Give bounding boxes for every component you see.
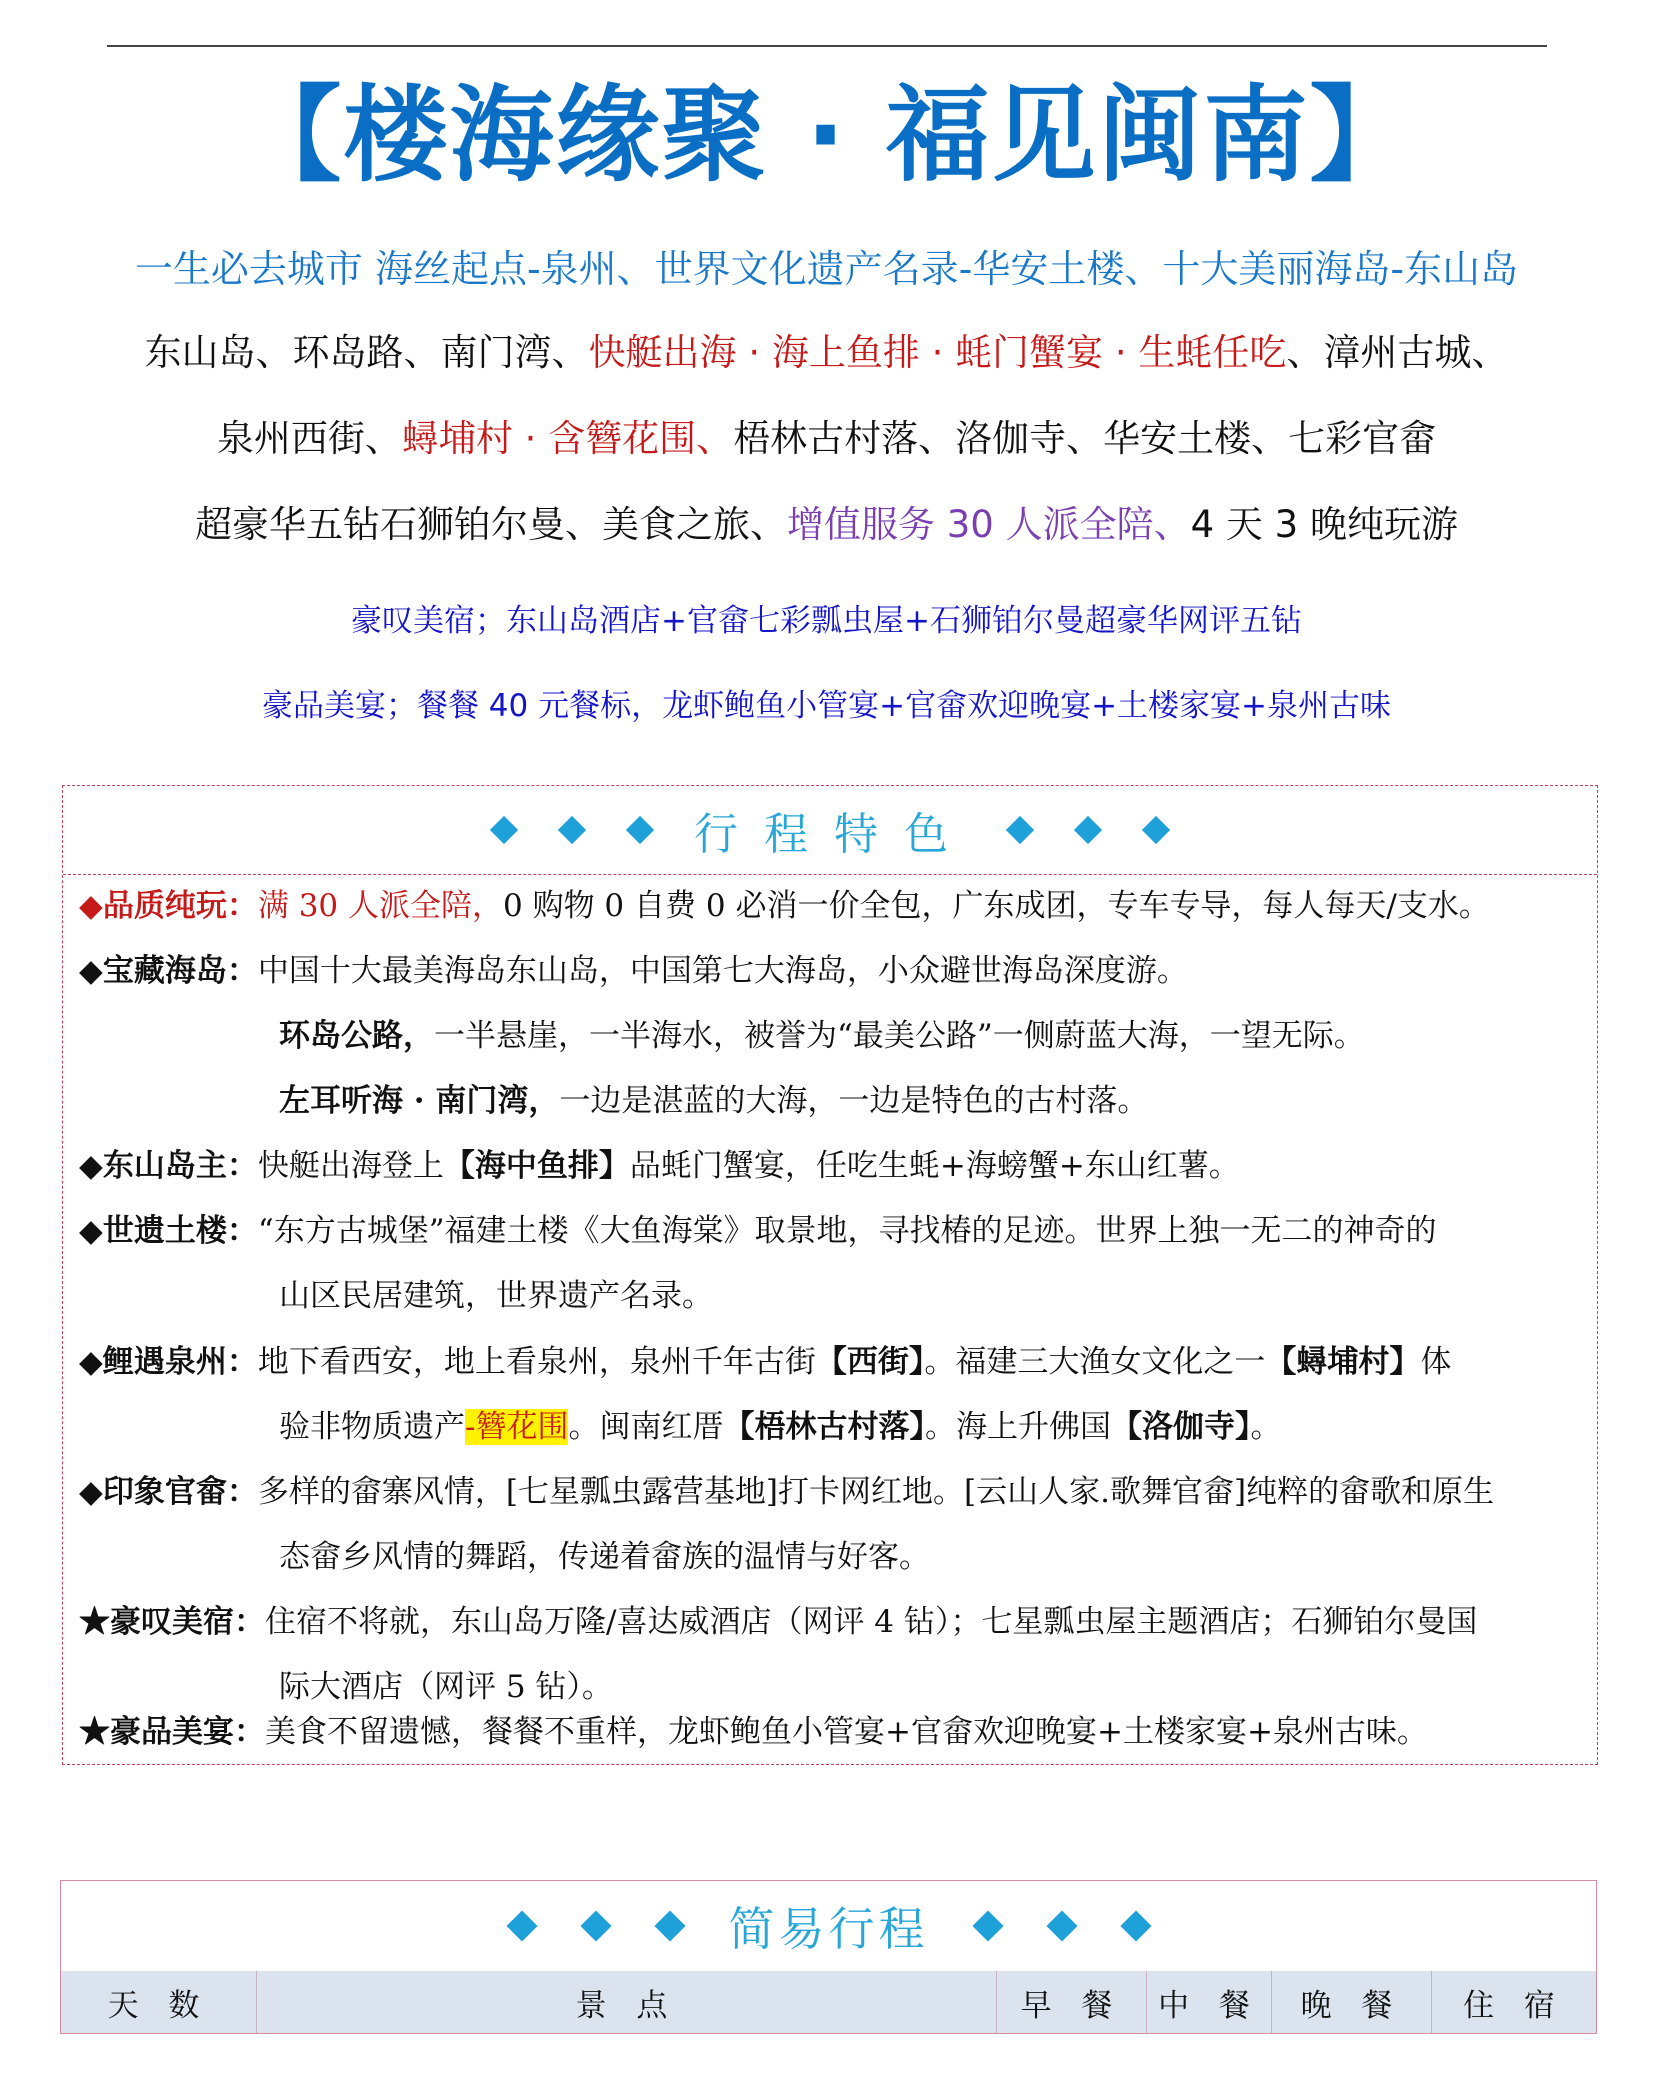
diamond-icon (626, 816, 654, 844)
feature-text: 地下看西安，地上看泉州，泉州千年古街 (257, 1344, 816, 1380)
diamond-icon (654, 1910, 685, 1941)
feature-text: 。福建三大渔女文化之一 (924, 1344, 1266, 1380)
highlighted-text: -簪花围 (465, 1409, 569, 1445)
feature-text: 。 (1250, 1409, 1282, 1445)
feature-bold-text: 【蟳埔村】 (1265, 1344, 1421, 1380)
feature-island (79, 951, 1188, 991)
diamond-icon (490, 816, 518, 844)
feature-tulou (79, 1211, 1437, 1251)
highlight-text: 、漳州古城、 (1286, 331, 1509, 374)
diamond-icon (558, 816, 586, 844)
feature-label: ◆鲤遇泉州： (79, 1344, 258, 1380)
column-header-spots: 景 点 (257, 1971, 997, 2033)
feature-stay-cont: 际大酒店（网评 5 钻）。 (279, 1669, 613, 1705)
diamond-icon (1120, 1910, 1151, 1941)
features-header (63, 786, 1597, 875)
column-header-lunch: 中 餐 (1147, 1971, 1272, 2033)
diamond-icon (1074, 816, 1102, 844)
feature-text: 美食不留遗憾，餐餐不重样，龙虾鲍鱼小管宴+官畲欢迎晚宴+土楼家宴+泉州古味。 (265, 1714, 1428, 1750)
page-title: 【楼海缘聚 · 福见闽南】 (237, 74, 1416, 196)
feature-bold-text: 【洛伽寺】 (1110, 1409, 1251, 1445)
feature-text: 快艇出海登上 (257, 1148, 444, 1184)
highlight-red-text: 蟳埔村 · 含簪花围、 (401, 417, 734, 460)
feature-label: ★豪品美宴： (79, 1714, 265, 1750)
feature-guanshe (79, 1472, 1494, 1512)
highlight-purple-text: 增值服务 30 人派全陪、 (787, 503, 1191, 546)
diamond-icon (972, 1910, 1003, 1941)
feature-label: ◆东山岛主： (79, 1148, 258, 1184)
feature-label: ★豪叹美宿： (79, 1604, 265, 1640)
highlight-text: 泉州西街、 (216, 417, 402, 460)
itinerary-title: 简易行程 (728, 1902, 929, 1956)
column-header-days: 天 数 (61, 1971, 257, 2033)
feature-red-text: 满 30 人派全陪， (257, 888, 503, 924)
highlight-line-2 (0, 414, 1653, 464)
feature-text: 一边是湛蓝的大海，一边是特色的古村落。 (559, 1083, 1149, 1119)
diamond-icon (580, 1910, 611, 1941)
feature-label: ◆宝藏海岛： (79, 953, 258, 989)
feature-lord (79, 1146, 1240, 1186)
feature-text: 0 购物 0 自费 0 必消一价全包，广东成团，专车专导，每人每天/支水。 (503, 888, 1490, 924)
feature-label: ◆品质纯玩： (79, 888, 258, 924)
feature-text: “东方古城堡”福建土楼《大鱼海棠》取景地，寻找椿的足迹。世界上独一无二的神奇的 (257, 1213, 1437, 1249)
hotel-summary: 豪叹美宿；东山岛酒店+官畲七彩瓢虫屋+石狮铂尔曼超豪华网评五钻 (351, 603, 1302, 639)
feature-island-road (279, 1016, 1365, 1056)
feature-text: 多样的畲寨风情，[七星瓢虫露营基地]打卡网红地。[云山人家.歌舞官畲]纯粹的畲歌和原生 (257, 1474, 1495, 1510)
features-section (62, 785, 1598, 1765)
feature-bold-text: 左耳听海 · 南门湾， (279, 1083, 560, 1119)
highlight-line-3 (0, 500, 1653, 550)
feature-quality (79, 886, 1490, 926)
feature-text: 住宿不将就，东山岛万隆/喜达威酒店（网评 4 钻）；七星瓢虫屋主题酒店；石狮铂尔曼国 (265, 1604, 1478, 1640)
itinerary-table-header (61, 1971, 1596, 2033)
diamond-icon (506, 1910, 537, 1941)
feature-text: 品蚝门蟹宴，任吃生蚝+海螃蟹+东山红薯。 (629, 1148, 1240, 1184)
feature-bold-text: 【西街】 (815, 1344, 925, 1380)
highlight-line-1 (0, 328, 1653, 378)
highlight-text: 4 天 3 晚纯玩游 (1190, 503, 1458, 546)
feature-quanzhou (79, 1342, 1451, 1382)
feature-text: 。海上升佛国 (924, 1409, 1111, 1445)
diamond-icon (1006, 816, 1034, 844)
feature-feast (79, 1712, 1428, 1752)
column-header-dinner: 晚 餐 (1272, 1971, 1432, 2033)
diamond-icon (1046, 1910, 1077, 1941)
feature-label: ◆印象官畲： (79, 1474, 258, 1510)
features-title: 行程特色 (694, 809, 974, 860)
food-summary: 豪品美宴；餐餐 40 元餐标，龙虾鲍鱼小管宴+官畲欢迎晚宴+土楼家宴+泉州古味 (261, 688, 1392, 724)
highlight-text: 超豪华五钻石狮铂尔曼、美食之旅、 (195, 503, 787, 546)
highlight-text: 梧林古村落、洛伽寺、华安土楼、七彩官畲 (733, 417, 1437, 460)
feature-quanzhou-cont (279, 1407, 1281, 1447)
feature-bold-text: 【梧林古村落】 (723, 1409, 925, 1445)
feature-tulou-cont: 山区民居建筑，世界遗产名录。 (279, 1278, 713, 1314)
itinerary-header (61, 1881, 1596, 1972)
column-header-breakfast: 早 餐 (997, 1971, 1147, 2033)
feature-guanshe-cont: 态畲乡风情的舞蹈，传递着畲族的温情与好客。 (279, 1539, 930, 1575)
top-rule (107, 45, 1547, 47)
highlight-text: 东山岛、环岛路、南门湾、 (144, 331, 589, 374)
feature-label: ◆世遗土楼： (79, 1213, 258, 1249)
diamond-icon (1142, 816, 1170, 844)
feature-text: 验非物质遗产 (279, 1409, 465, 1445)
feature-text: 。闽南红厝 (568, 1409, 724, 1445)
feature-bold-text: 【海中鱼排】 (443, 1148, 630, 1184)
feature-text: 体 (1420, 1344, 1452, 1380)
column-header-hotel: 住 宿 (1463, 1987, 1565, 2024)
itinerary-section (60, 1880, 1597, 2034)
highlight-red-text: 快艇出海 · 海上鱼排 · 蚝门蟹宴 · 生蚝任吃 (588, 331, 1287, 374)
subtitle: 一生必去城市 海丝起点-泉州、世界文化遗产名录-华安土楼、十大美丽海岛-东山岛 (134, 247, 1519, 291)
feature-bold-text: 环岛公路， (279, 1018, 434, 1054)
feature-text: 一半悬崖，一半海水，被誉为“最美公路”一侧蔚蓝大海，一望无际。 (434, 1018, 1365, 1054)
feature-stay (79, 1602, 1477, 1642)
feature-text: 中国十大最美海岛东山岛，中国第七大海岛，小众避世海岛深度游。 (257, 953, 1188, 989)
feature-island-bay (279, 1081, 1148, 1121)
